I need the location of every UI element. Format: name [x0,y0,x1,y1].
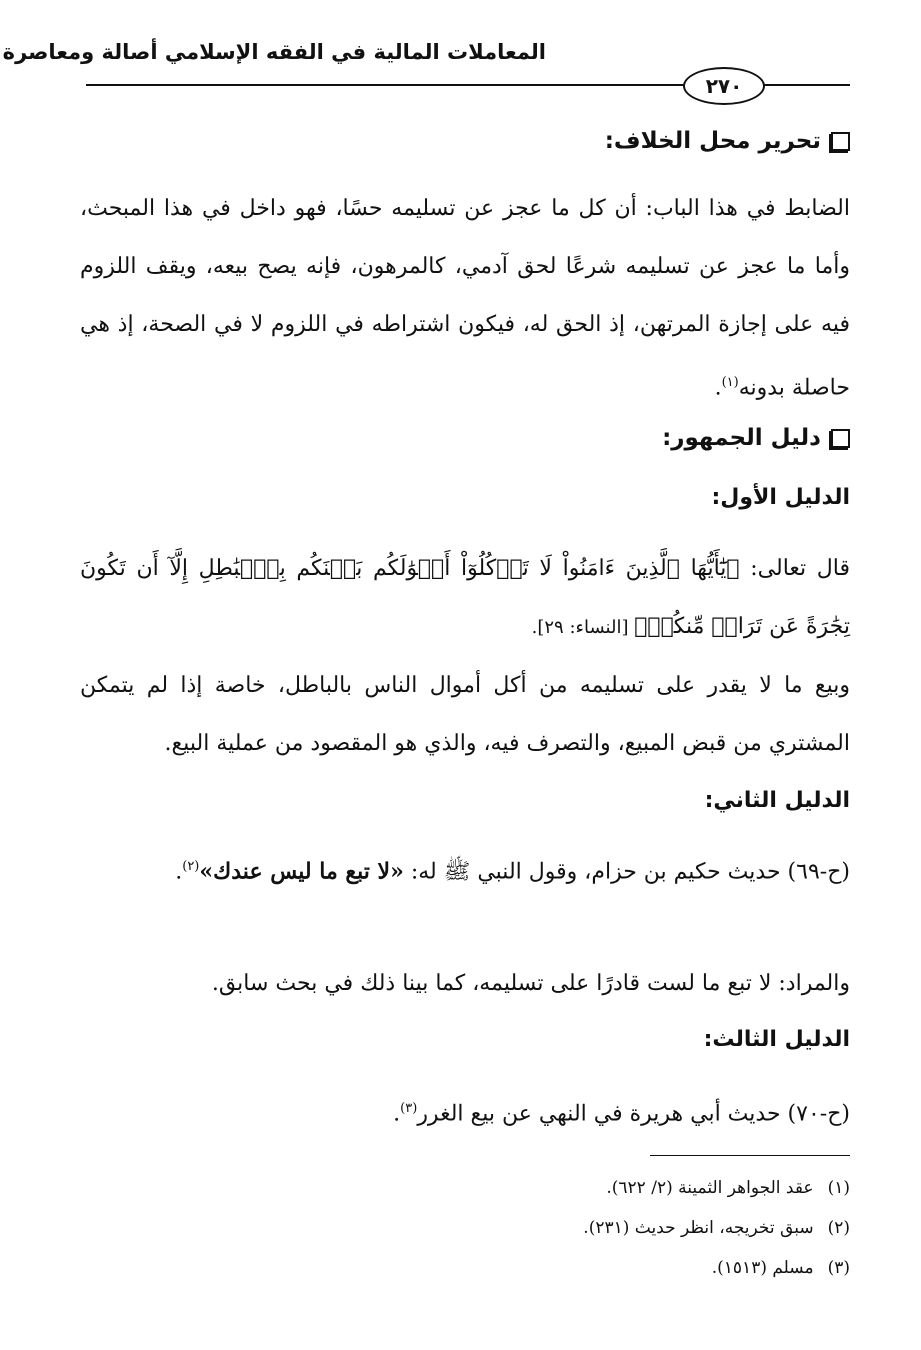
section-heading-text: دليل الجمهور: [662,425,821,451]
verse-reference: [النساء: ٢٩]. [531,617,635,638]
paragraph-end: . [393,1101,401,1127]
evidence-1-title: الدليل الأول: [711,485,850,510]
footnote-text: مسلم (١٥١٣). [711,1258,814,1278]
footnote-number: (٢) [827,1218,850,1238]
verse-intro: قال تعالى: [739,556,851,581]
hadith-text: (ح-٦٩) حديث حكيم بن حزام، وقول النبي ﷺ له: [403,859,850,885]
paragraph-text: وبيع ما لا يقدر على تسليمه من أكل أموال الناس بالباطل، خاصة إذا لم يتمكن المشتري من قبض المبيع، والتصرف فيه، والذي هو المقصود من عملية البيع. [80,673,850,756]
footnote-1 [606,1178,850,1198]
evidence-3-title: الدليل الثالث: [703,1027,850,1052]
paragraph-text: الضابط في هذا الباب: أن كل ما عجز عن تسليمه حسًا، فهو داخل في هذا المبحث، وأما ما عجز عن تسليمه شرعًا لحق آدمي، كالمرهون، فإنه يصح بيعه، ويقف اللزوم فيه على إجازة المرتهن، إذ الحق له، فيكون اشتراطه في اللزوم لا في الصحة، إذ هي حاصلة بدونه [80,196,850,401]
footnote-text: سبق تخريجه، انظر حديث (٢٣١). [583,1218,814,1238]
footnote-ref: (١) [721,375,739,390]
paragraph-evidence-2 [80,955,850,1013]
paragraph-evidence-1 [80,657,850,773]
hadith-quote: «لا تبع ما ليس عندك» [199,858,404,885]
footnote-rule [650,1155,850,1156]
hadith-text: (ح-٧٠) حديث أبي هريرة في النهي عن بيع الغرر [417,1101,850,1127]
footnote-number: (١) [827,1178,850,1198]
section-heading-majority-evidence [662,425,850,451]
checkbox-bullet-icon [831,429,850,448]
checkbox-bullet-icon [831,132,850,151]
paragraph-end: . [714,375,722,401]
section-heading-dispute [605,128,850,154]
footnote-3 [712,1258,850,1278]
footnote-number: (٣) [827,1258,850,1278]
paragraph-criterion [80,180,850,417]
hadith-70-paragraph [80,1080,850,1143]
hadith-69-paragraph [80,838,850,901]
footnote-2 [583,1218,850,1238]
paragraph-end: . [175,859,183,885]
section-heading-text: تحرير محل الخلاف: [604,128,821,154]
footnote-ref: (٢) [182,859,200,874]
running-title: المعاملات المالية في الفقه الإسلامي أصالة ومعاصرة [2,40,546,64]
quran-verse-paragraph [80,540,850,657]
footnote-text: عقد الجواهر الثمينة (٢/ ٦٢٢). [606,1178,814,1198]
page-number: ٢٧٠ [683,67,765,105]
paragraph-text: والمراد: لا تبع ما لست قادرًا على تسليمه، كما بينا ذلك في بحث سابق. [211,971,850,996]
evidence-2-title: الدليل الثاني: [704,788,850,813]
footnote-ref: (٣) [400,1101,418,1116]
quran-verse: ﴿يَٰٓأَيُّهَا ٱلَّذِينَ ءَامَنُواْ لَا تَأۡكُلُوٓاْ أَمۡوَٰلَكُم بَيۡنَكُم بِٱلۡبَٰطِلِ إِلَّآ أَن تَكُونَ تِجَٰرَةً عَن تَرَاضٖ مِّنكُمۡ﴾ [80,556,850,639]
